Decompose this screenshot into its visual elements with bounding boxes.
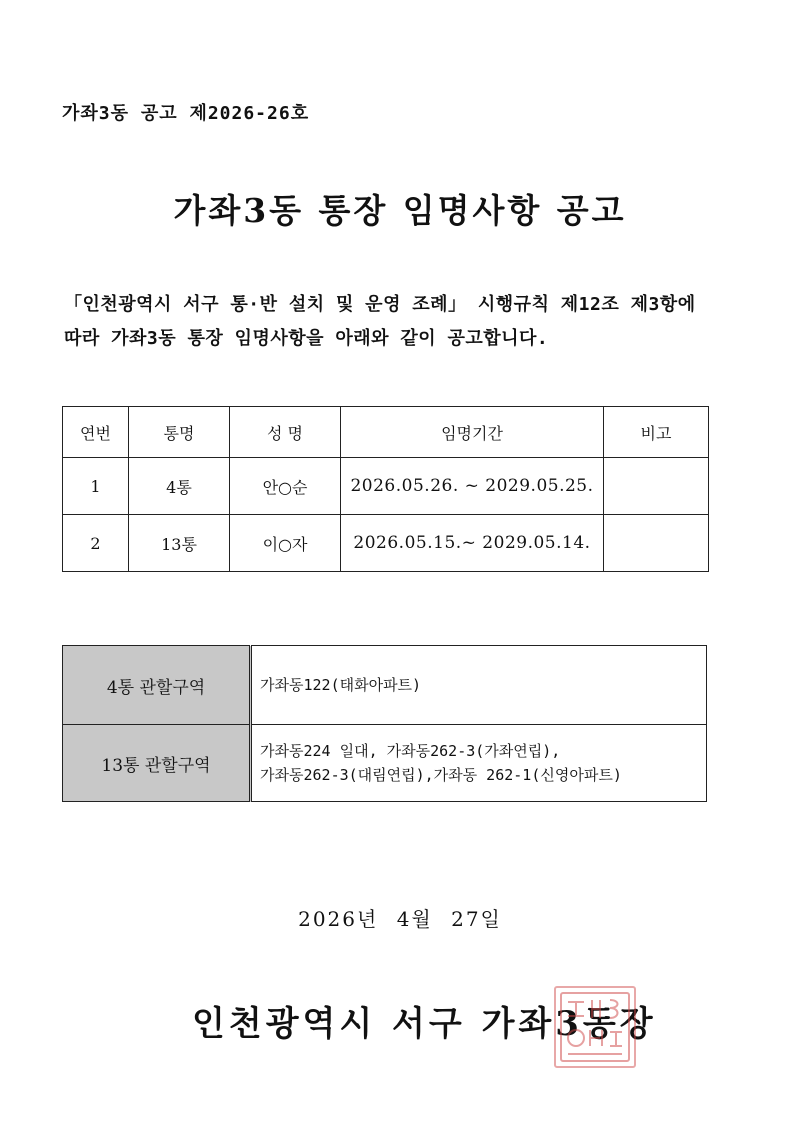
notice-date xyxy=(0,903,800,932)
zone-area-line: 가좌동224 일대, 가좌동262-3(가좌연립), xyxy=(260,742,561,760)
date-day: 27일 xyxy=(451,907,502,931)
zone-area-line: 가좌동262-3(대림연립),가좌동 262-1(신영아파트) xyxy=(260,766,622,784)
cell-tong: 13통 xyxy=(129,515,230,572)
issuer-name: 인천광역시 서구 가좌3동장 xyxy=(192,1004,657,1044)
zone-row xyxy=(63,646,707,725)
header-no: 연번 xyxy=(63,407,129,458)
zone-label: 13통 관할구역 xyxy=(63,725,251,802)
header-period: 임명기간 xyxy=(341,407,604,458)
document-number: 가좌3동 공고 제2026-26호 xyxy=(62,103,310,124)
cell-tong: 4통 xyxy=(129,458,230,515)
cell-no: 1 xyxy=(63,458,129,515)
cell-period: 2026.05.26. ~ 2029.05.25. xyxy=(341,458,604,515)
date-year: 2026년 xyxy=(298,907,379,931)
header-tong: 통명 xyxy=(129,407,230,458)
cell-remarks xyxy=(604,458,709,515)
cell-period: 2026.05.15.~ 2029.05.14. xyxy=(341,515,604,572)
table-row xyxy=(63,515,709,572)
zone-label: 4통 관할구역 xyxy=(63,646,251,725)
intro-line: 따라 가좌3동 통장 임명사항을 아래와 같이 공고합니다. xyxy=(64,328,549,349)
date-month: 4월 xyxy=(396,907,433,931)
cell-no: 2 xyxy=(63,515,129,572)
jurisdiction-table xyxy=(62,645,707,802)
document-title: 가좌3동 통장 임명사항 공고 xyxy=(173,191,627,230)
cell-name: 안○순 xyxy=(230,458,341,515)
header-name: 성 명 xyxy=(230,407,341,458)
intro-paragraph xyxy=(64,288,744,356)
cell-remarks xyxy=(604,515,709,572)
header-remarks: 비고 xyxy=(604,407,709,458)
zone-area-line: 가좌동122(태화아파트) xyxy=(260,676,422,694)
appointment-table xyxy=(62,406,709,572)
cell-name: 이○자 xyxy=(230,515,341,572)
zone-area xyxy=(251,725,707,802)
intro-line: 「인천광역시 서구 통·반 설치 및 운영 조례」 시행규칙 제12조 제3항에 xyxy=(64,294,696,315)
official-seal-icon xyxy=(554,986,636,1068)
zone-area xyxy=(251,646,707,725)
zone-row xyxy=(63,725,707,802)
table-header-row xyxy=(63,407,709,458)
table-row xyxy=(63,458,709,515)
